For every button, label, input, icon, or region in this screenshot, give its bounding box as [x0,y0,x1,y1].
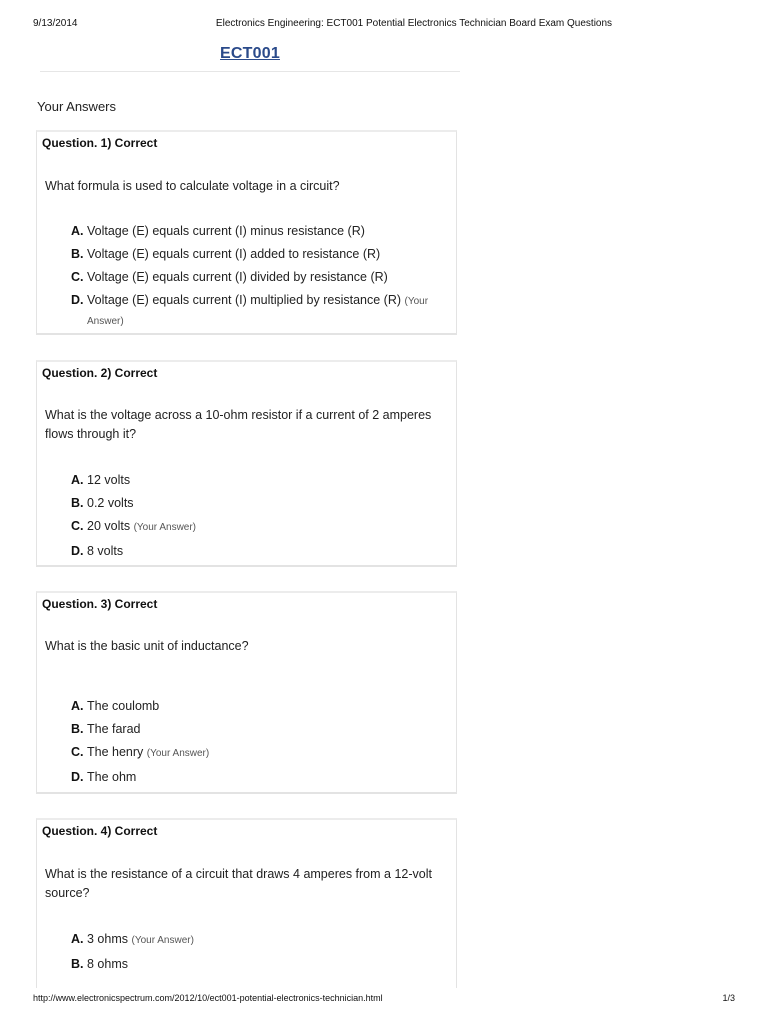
your-answers-label: Your Answers [37,99,117,114]
answer-option [71,697,448,715]
question-text: What formula is used to calculate voltage in a circuit? [45,179,340,193]
answer-letter: D. [71,770,84,784]
answer-option [71,291,448,331]
answer-option [71,245,448,263]
answer-option [71,494,448,512]
question-header: Question. 1) Correct [42,136,158,150]
question-card-2 [36,360,457,567]
answer-option [71,720,448,738]
answer-letter: A. [71,473,84,487]
answer-option [71,222,448,240]
answer-letter: D. [71,544,84,558]
answer-letter: B. [71,957,84,971]
question-text: What is the resistance of a circuit that draws 4 amperes from a 12-volt source? [45,867,432,900]
page-number: 1/3 [722,993,735,1003]
answer-list [71,930,448,973]
print-url: http://www.electronicspectrum.com/2012/10/ect001-potential-electronics-technician.html [33,993,383,1003]
question-text: What is the basic unit of inductance? [45,639,249,653]
answer-option [71,542,448,560]
answer-letter: A. [71,932,84,946]
answer-text: The coulomb [87,699,160,713]
answer-option [71,930,448,950]
answer-letter: C. [71,745,84,759]
print-header [33,18,735,32]
answer-text: Voltage (E) equals current (I) added to resistance (R) [87,247,381,261]
print-date: 9/13/2014 [33,18,78,29]
print-footer [33,993,735,1007]
answer-text: The farad [87,722,141,736]
question-card-3 [36,591,457,794]
answer-letter: C. [71,519,84,533]
question-card-4 [36,818,457,988]
answer-text: 0.2 volts [87,496,134,510]
print-page-title: Electronics Engineering: ECT001 Potential Electronics Technician Board Exam Questions [215,18,613,29]
answer-letter: B. [71,247,84,261]
question-header: Question. 3) Correct [42,597,158,611]
question-header: Question. 4) Correct [42,824,158,838]
answer-text: 12 volts [87,473,131,487]
your-answer-marker: (Your Answer) [87,296,429,327]
title-divider [40,71,460,72]
question-header: Question. 2) Correct [42,366,158,380]
answer-list [71,471,448,560]
answer-option [71,955,448,973]
answer-text: Voltage (E) equals current (I) multiplied by resistance (R) [87,293,402,307]
answer-option [71,768,448,786]
page-title-link[interactable]: ECT001 [220,45,280,62]
answer-text: The henry [87,745,144,759]
answer-letter: A. [71,224,84,238]
answer-text: 8 ohms [87,957,128,971]
answer-option [71,517,448,537]
answer-letter: A. [71,699,84,713]
question-text: What is the voltage across a 10-ohm resistor if a current of 2 amperes flows through it? [45,408,432,441]
answer-text: Voltage (E) equals current (I) divided by resistance (R) [87,270,388,284]
answer-letter: C. [71,270,84,284]
your-answer-marker: (Your Answer) [146,748,210,759]
answer-option [71,268,448,286]
answer-text: 8 volts [87,544,124,558]
answer-option [71,743,448,763]
answer-letter: B. [71,496,84,510]
answer-list [71,697,448,786]
your-answer-marker: (Your Answer) [131,935,194,946]
answer-letter: D. [71,293,84,307]
answer-option [71,471,448,489]
answer-list [71,222,448,331]
your-answer-marker: (Your Answer) [133,522,197,533]
answer-text: The ohm [87,770,137,784]
answer-text: Voltage (E) equals current (I) minus resistance (R) [87,224,365,238]
answer-text: 3 ohms [87,932,128,946]
question-card-1 [36,130,457,335]
answer-text: 20 volts [87,519,131,533]
answer-letter: B. [71,722,84,736]
